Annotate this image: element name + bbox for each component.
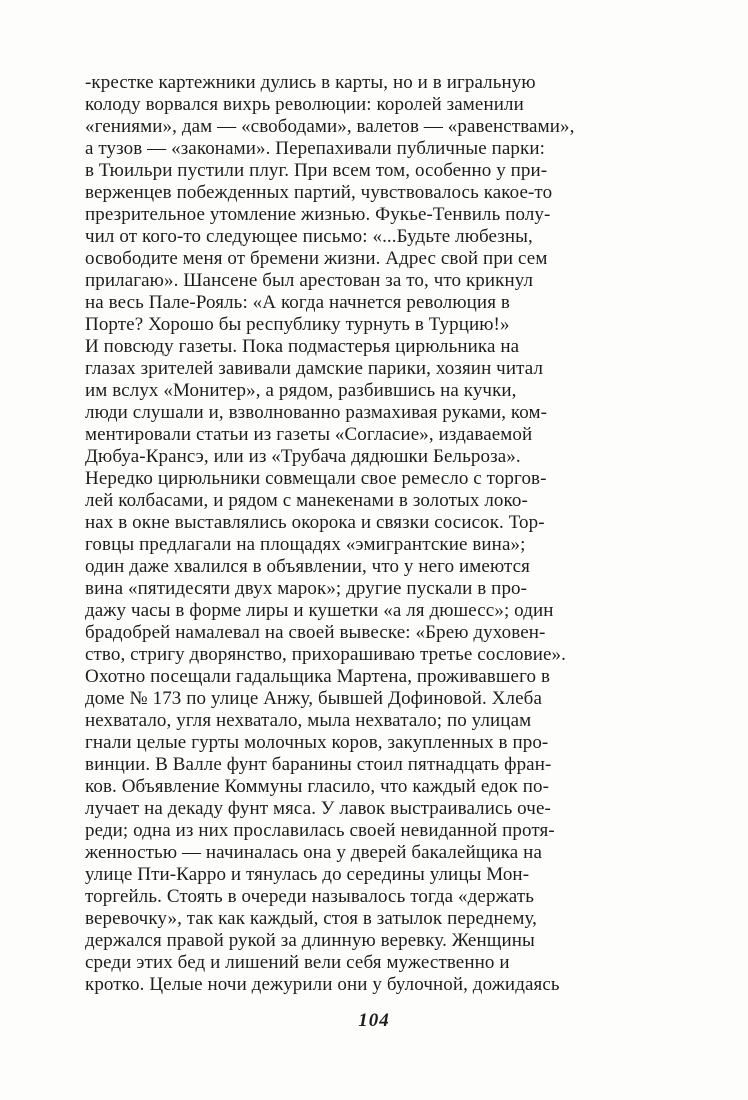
text-line: презрительное утомление жизнью. Фукье-Тенвиль полу- bbox=[85, 204, 551, 225]
text-line: веревочку», так как каждый, стоя в затылок переднему, bbox=[85, 908, 538, 929]
text-line: ство, стригу дворянство, прихорашиваю третье сословие». bbox=[85, 644, 566, 665]
text-line: дажу часы в форме лиры и кушетки «а ля дюшесс»; один bbox=[85, 600, 554, 621]
text-line: лей колбасами, и рядом с манекенами в золотых локо- bbox=[85, 490, 528, 511]
text-line: женностью — начиналась она у дверей бакалейщика на bbox=[85, 842, 542, 863]
text-line: верженцев побежденных партий, чувствовалось какое-то bbox=[85, 182, 553, 203]
text-line: а тузов — «законами». Перепахивали публичные парки: bbox=[85, 138, 545, 159]
text-line: Дюбуа-Крансэ, или из «Трубача дядюшки Бельроза». bbox=[85, 446, 521, 467]
text-line: гнали целые гурты молочных коров, закупленных в про- bbox=[85, 732, 549, 753]
text-line: освободите меня от бремени жизни. Адрес свой при сем bbox=[85, 248, 548, 269]
body-text bbox=[85, 72, 663, 996]
text-line: доме № 173 по улице Анжу, бывшей Дофиновой. Хлеба bbox=[85, 688, 542, 709]
text-line: чил от кого-то следующее письмо: «...Будьте любезны, bbox=[85, 226, 533, 247]
text-line: торгейль. Стоять в очереди называлось тогда «держать bbox=[85, 886, 534, 907]
text-line: реди; одна из них прославилась своей невиданной протя- bbox=[85, 820, 555, 841]
text-line: Порте? Хорошо бы республику турнуть в Турцию!» bbox=[85, 314, 510, 335]
text-line: колоду ворвался вихрь революции: королей заменили bbox=[85, 94, 524, 115]
text-line: нах в окне выставлялись окорока и связки сосисок. Тор- bbox=[85, 512, 545, 533]
text-line: один даже хвалился в объявлении, что у него имеются bbox=[85, 556, 531, 577]
text-line: люди слушали и, взволнованно размахивая руками, ком- bbox=[85, 402, 548, 423]
text-line: нехватало, угля нехватало, мыла нехватало; по улицам bbox=[85, 710, 532, 731]
text-line: винции. В Валле фунт баранины стоил пятнадцать фран- bbox=[85, 754, 552, 775]
text-line: на весь Пале-Рояль: «А когда начнется революция в bbox=[85, 292, 510, 313]
text-line: -крестке картежники дулись в карты, но и в игральную bbox=[85, 72, 536, 93]
text-line: глазах зрителей завивали дамские парики, хозяин читал bbox=[85, 358, 544, 379]
text-line: вина «пятидесяти двух марок»; другие пускали в про- bbox=[85, 578, 528, 599]
text-line: Охотно посещали гадальщика Мартена, проживавшего в bbox=[85, 666, 551, 687]
text-line: И повсюду газеты. Пока подмастерья цирюльника на bbox=[85, 336, 520, 357]
page-number: 104 bbox=[358, 1010, 390, 1031]
text-line: прилагаю». Шансене был арестован за то, что крикнул bbox=[85, 270, 534, 291]
text-line: лучает на декаду фунт мяса. У лавок выстраивались оче- bbox=[85, 798, 551, 819]
text-line: «гениями», дам — «свободами», валетов — «равенствами», bbox=[85, 116, 575, 137]
text-line: Нередко цирюльники совмещали свое ремесло с торгов- bbox=[85, 468, 547, 489]
text-line: говцы предлагали на площадях «эмигрантские вина»; bbox=[85, 534, 526, 555]
text-line: им вслух «Монитер», а рядом, разбившись на кучки, bbox=[85, 380, 517, 401]
text-line: брадобрей намалевал на своей вывеске: «Брею духовен- bbox=[85, 622, 546, 643]
text-line: улице Пти-Карро и тянулась до середины улицы Мон- bbox=[85, 864, 530, 885]
text-line: среди этих бед и лишений вели себя мужественно и bbox=[85, 952, 510, 973]
text-line: держался правой рукой за длинную веревку. Женщины bbox=[85, 930, 535, 951]
text-line: ков. Объявление Коммуны гласило, что каждый едок по- bbox=[85, 776, 550, 797]
text-line: кротко. Целые ночи дежурили они у булочной, дожидаясь bbox=[85, 974, 560, 995]
text-line: ментировали статьи из газеты «Согласие», издаваемой bbox=[85, 424, 533, 445]
text-line: в Тюильри пустили плуг. При всем том, особенно у при- bbox=[85, 160, 548, 181]
